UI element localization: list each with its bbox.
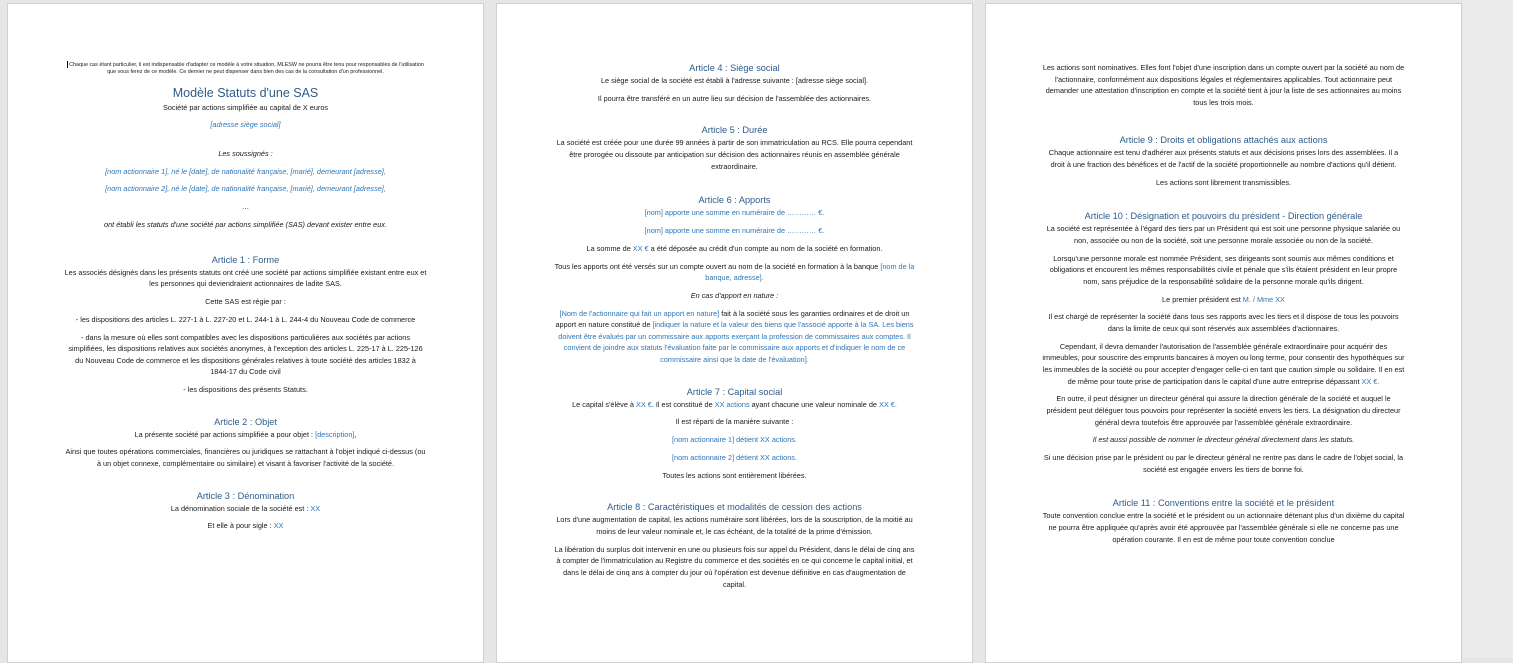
disclaimer [8,61,483,77]
article-7-text: . Il est constitué de [651,399,715,409]
article-1-paragraph: Cette SAS est régie par : [205,296,286,306]
article-10-paragraph [986,294,1461,306]
article-7-paragraph [497,399,972,411]
president-placeholder: M. / Mme XX [1242,294,1285,304]
article-4-paragraph: Il pourra être transféré en un autre lieu sur décision de l'assemblée des actionnaires. [597,93,872,103]
article-10-paragraph [986,341,1461,387]
document-page-1 [7,3,484,663]
text-cursor [67,61,68,68]
article-6-paragraph: En cas d'apport en nature : [690,290,779,300]
article-10-heading: Article 10 : Désignation et pouvoirs du président - Direction générale [1084,211,1363,222]
article-9-paragraph: Les actions sont librement transmissibles. [1155,177,1292,187]
article-10-paragraph: Il est aussi possible de nommer le directeur général directement dans les statuts. [1092,435,1355,445]
article-6-paragraph [497,243,972,255]
article-4-paragraph: Le siège social de la société est établi à l'adresse suivante : [adresse siège social]. [600,76,869,85]
article-10-paragraph: La société est représentée à l'égard des tiers par un Président qui est soit une personne physique salariée ou non, associée ou non de la société, soit une personne morale associée ou non de la société. [1046,224,1401,245]
article-6-paragraph [497,261,972,284]
article-6-text: La somme de [586,243,633,253]
description-placeholder: [description] [315,429,355,439]
apport-nature-placeholder: [indiquer la nature et la valeur des biens que l'associé apporte à la SA. Les biens doivent être évalués par un commissaire aux apports exerçant la profession de commissaires aux comptes. Il convient de joindre aux statuts l'évaluation faite par le commissaire aux apports et d'indiquer le nom de ce commissaire ainsi que la date de l'évaluation]. [558,320,914,365]
article-5-heading: Article 5 : Durée [701,125,768,136]
actionnaire-2-line: [nom actionnaire 2], né le [date], de nationalité française, [marié], demeurant [adresse], [105,184,386,194]
nominal-placeholder: XX €. [879,399,897,409]
article-3-paragraph [8,503,483,515]
article-6-heading: Article 6 : Apports [698,195,771,206]
repartition-line: [nom actionnaire 1] détient XX actions. [672,435,797,445]
document-subtitle: Société par actions simplifiée au capital de X euros [162,102,329,112]
article-1-paragraph: Les associés désignés dans les présents statuts ont créé une société par actions simplifiée existant entre eux et les personnes qui deviendraient actionnaires de ladite SAS. [64,267,427,289]
bank-placeholder: [nom de la banque, adresse]. [705,261,915,283]
article-7-paragraph: Il est réparti de la manière suivante : [675,417,794,427]
article-2-paragraph [8,429,483,441]
actionnaire-1-line: [nom actionnaire 1], né le [date], de nationalité française, [marié], demeurant [adresse], [105,166,386,176]
ellipsis: … [241,202,250,212]
article-10-paragraph: Lorsqu'une personne morale est nommée Président, ses dirigeants sont soumis aux mêmes conditions et obligations et encourent les mêmes responsabilités civile et pénale que s'ils étaient président en leur propre nom, sans préjudice de la responsabilité solidaire de la personne morale qu'ils dirigent. [1049,253,1398,286]
article-2-text: La présente société par actions simplifiée a pour objet : [134,429,316,439]
denomination-placeholder: XX [310,503,321,513]
article-10-text: Cependant, il devra demander l'autorisation de l'assemblée générale extraordinaire pour acquérir des immeubles, pour souscrire des emprunts bancaires à moyen ou long terme, pour consentir des hypothèques sur les immeubles de la société ou pour accepter d'engager celle-ci en tant que caution simple ou solidaire. Il en est de même pour toute prise de participation dans le capital d'une autre entreprise dépassant [1042,341,1405,386]
article-11-heading: Article 11 : Conventions entre la société et le président [1112,498,1335,509]
article-7-paragraph: Toutes les actions sont entièrement libérées. [662,470,807,480]
article-3-text: La dénomination sociale de la société est : [170,503,311,513]
article-3-text: Et elle à pour sigle : [207,521,274,531]
etabli-statement: ont établi les statuts d'une société par actions simplifiée (SAS) devant exister entre eux. [104,220,387,230]
amount-placeholder: XX € [632,243,649,253]
article-1-paragraph: - les dispositions des articles L. 227-1 à L. 227-20 et L. 244-1 à L. 244-4 du Nouveau Code de commerce [75,314,416,324]
siege-placeholder: [adresse siège social] [210,120,281,130]
apport-line: [nom] apporte une somme en numéraire de ………… €. [644,225,825,235]
actions-nominatives-paragraph: Les actions sont nominatives. Elles font l'objet d'une inscription dans un compte ouvert par la société au nom de l'actionnaire, conformément aux dispositions légales et réglementaires applicables. Tout actionnaire peut demander une attestation d'inscription en compte et la société tient à jour la liste de ses actionnaires au moins tous les trois mois. [1042,63,1405,107]
article-8-paragraph: La libération du surplus doit intervenir en une ou plusieurs fois sur appel du Président, dans le délai de cinq ans à compter de l'immatriculation au Registre du commerce et des sociétés en ce qui concerne le capital initial, et dans le délai de cinq ans à compter du jour où l'opération est devenue définitive en cas d'augmentation de capital. [554,544,915,589]
document-page-3 [985,3,1462,663]
article-10-paragraph: Si une décision prise par le président ou par le directeur général ne rentre pas dans le cadre de l'objet social, la société est engagée envers les tiers de bonne foi. [1043,453,1404,474]
article-7-text: ayant chacune une valeur nominale de [749,399,879,409]
article-7-heading: Article 7 : Capital social [686,386,783,397]
article-6-text: Tous les apports ont été versés sur un compte ouvert au nom de la société en formation à la banque [554,261,881,271]
article-6-paragraph [497,308,972,366]
document-title: Modèle Statuts d'une SAS [172,85,319,100]
article-10-text: Le premier président est [1162,294,1243,304]
actionnaire-placeholder: [Nom de l'actionnaire qui fait un apport en nature] [559,308,720,318]
article-1-paragraph: - les dispositions des présents Statuts. [183,385,308,395]
apport-line: [nom] apporte une somme en numéraire de ………… €. [644,208,825,218]
article-3-heading: Article 3 : Dénomination [196,490,295,501]
article-6-text: fait à la société sous les garanties ordinaires et de droit un apport en nature constitué de [555,308,910,330]
article-9-paragraph: Chaque actionnaire est tenu d'adhérer aux présents statuts et aux décisions prises lors des assemblées. Il a droit à une fraction des bénéfices et de l'actif de la société proportionnelle au nombre d'actions qu'il détient. [1048,148,1399,169]
disclaimer-text: Chaque cas étant particulier, il est indispensable d'adapter ce modèle à votre situation. MLESW ne pourra être tenu pour responsables de l'utilisation que vous ferez de ce modèle. Ce dernier ne peut dispenser dans bien des cas de la consultation d'un professionnel. [69,61,424,76]
threshold-placeholder: XX €. [1361,376,1380,386]
article-3-paragraph [8,520,483,532]
article-2-text: , [354,429,357,439]
workspace-background [1463,0,1513,658]
article-6-text: a été déposée au crédit d'un compte au nom de la société en formation. [648,243,883,253]
soussignes-label: Les soussignés : [218,148,273,158]
article-10-paragraph: Il est chargé de représenter la société dans tous ses rapports avec les tiers et il dispose de tous les pouvoirs dans la limite de ceux qui sont réservés aux assemblées d'actionnaires. [1048,312,1399,334]
document-page-2 [496,3,973,663]
article-7-text: Le capital s'élève à [572,399,636,409]
article-2-paragraph: Ainsi que toutes opérations commerciales, financières ou juridiques se rattachant à l'objet indiqué ci-dessus (ou à un objet connexe, complémentaire ou similaire) et visant à favoriser l'activité de la société. [65,447,426,469]
sigle-placeholder: XX [273,521,284,531]
article-2-heading: Article 2 : Objet [214,416,277,427]
article-5-paragraph: La société est créée pour une durée 99 années à partir de son immatriculation au RCS. Elle pourra cependant être prorogée ou dissoute par anticipation sur décision des actionnaires réunis en assemblée générale extraordinaire. [556,138,913,171]
capital-placeholder: XX € [636,399,652,409]
article-8-heading: Article 8 : Caractéristiques et modalités de cession des actions [607,502,862,513]
repartition-line: [nom actionnaire 2] détient XX actions. [672,452,797,462]
actions-placeholder: XX actions [714,399,750,409]
article-1-paragraph: - dans la mesure où elles sont compatibles avec les dispositions particulières aux sociétés par actions simplifiées, les dispositions relatives aux sociétés anonymes, à l'exception des articles L. 225-17 à L. 225-126 du Nouveau Code de commerce et les dispositions générales relatives à toute société des articles 1832 à 1844-17 du Code civil [68,332,423,377]
article-11-paragraph: Toute convention conclue entre la société et le président ou un actionnaire détenant plus d'un dixième du capital ne pourra être appliquée qu'après avoir été approuvée par l'assemblée générale si elle ne concerne pas une opération courante. Il en est de même pour toute convention conclue [1042,511,1405,544]
article-9-heading: Article 9 : Droits et obligations attachés aux actions [1119,135,1328,146]
article-4-heading: Article 4 : Siège social [689,63,780,73]
article-8-paragraph: Lors d'une augmentation de capital, les actions numéraire sont libérées, lors de la souscription, de la moitié au moins de leur valeur nominale et, le cas échéant, de la totalité de la prime d'émission. [556,515,913,536]
article-10-paragraph: En outre, il peut désigner un directeur général qui assure la direction générale de la société et auquel le président peut déléguer tous pouvoirs pour représenter la société envers les tiers. La désignation du directeur général devra toutefois être approuvée par l'assemblée générale extraordinaire. [1046,394,1401,427]
article-1-heading: Article 1 : Forme [211,254,280,265]
